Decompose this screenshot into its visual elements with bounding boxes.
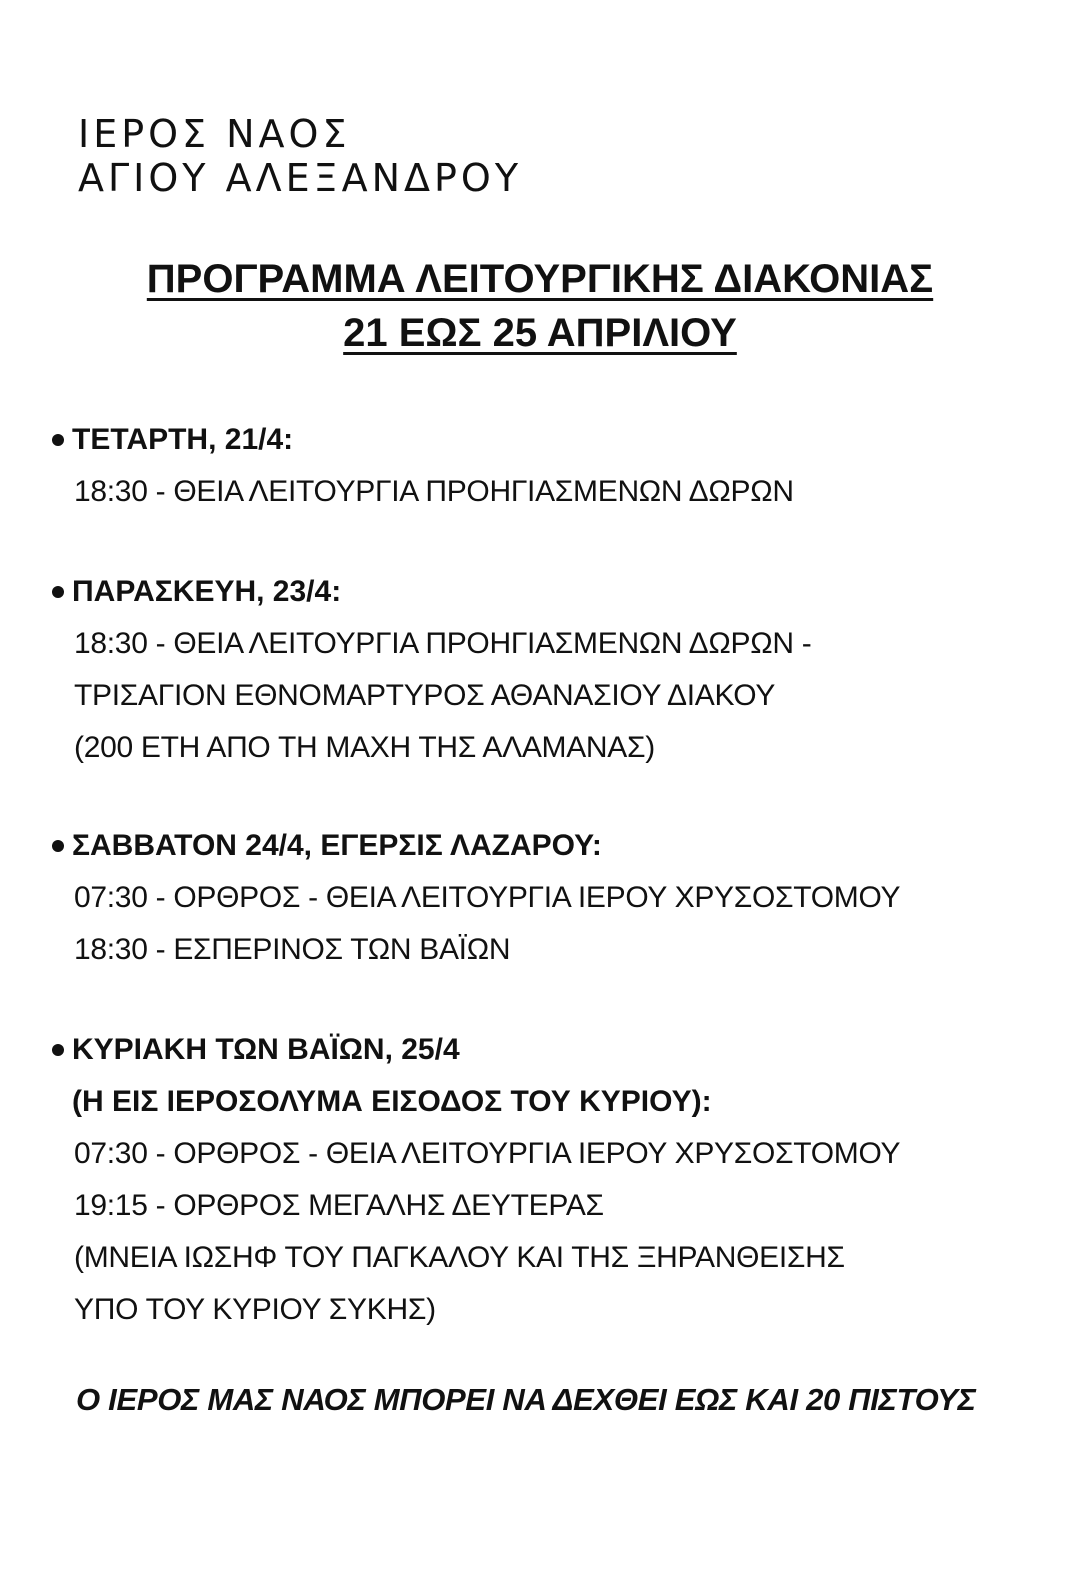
schedule-title — [0, 252, 1080, 360]
day-heading — [52, 414, 1042, 466]
service-line: ΥΠΟ ΤΟΥ ΚΥΡΙΟΥ ΣΥΚΗΣ) — [74, 1293, 436, 1326]
church-name-line-1: ΙΕΡΟΣ ΝΑΟΣ — [78, 112, 351, 156]
service-line: 19:15 - ΟΡΘΡΟΣ ΜΕΓΑΛΗΣ ΔΕΥΤΕΡΑΣ — [74, 1189, 604, 1222]
day-heading-text: ΣΑΒΒΑΤΟΝ 24/4, ΕΓΕΡΣΙΣ ΛΑΖΑΡΟΥ: — [72, 829, 602, 862]
service-line: ΤΡΙΣΑΓΙΟΝ ΕΘΝΟΜΑΡΤΥΡΟΣ ΑΘΑΝΑΣΙΟΥ ΔΙΑΚΟΥ — [74, 679, 776, 712]
day-heading-text: ΠΑΡΑΣΚΕΥΗ, 23/4: — [72, 575, 342, 608]
schedule-day-friday — [52, 566, 1042, 774]
day-heading-text: ΚΥΡΙΑΚΗ ΤΩΝ ΒΑΪΩΝ, 25/4 — [72, 1033, 460, 1066]
bullet-icon — [52, 586, 64, 598]
day-heading-subtitle: (Η ΕΙΣ ΙΕΡΟΣΟΛΥΜΑ ΕΙΣΟΔΟΣ ΤΟΥ ΚΥΡΙΟΥ): — [72, 1085, 712, 1118]
schedule-title-dates: 21 ΕΩΣ 25 ΑΠΡΙΛΙΟΥ — [343, 311, 737, 355]
day-heading — [52, 1024, 1042, 1076]
church-name — [78, 112, 522, 200]
day-heading — [52, 820, 1042, 872]
service-line: 18:30 - ΘΕΙΑ ΛΕΙΤΟΥΡΓΙΑ ΠΡΟΗΓΙΑΣΜΕΝΩΝ ΔΩΡΩΝ — [74, 475, 794, 508]
bullet-icon — [52, 840, 64, 852]
service-line: (ΜΝΕΙΑ ΙΩΣΗΦ ΤΟΥ ΠΑΓΚΑΛΟΥ ΚΑΙ ΤΗΣ ΞΗΡΑΝΘΕΙΣΗΣ — [74, 1241, 845, 1274]
service-line: 07:30 - ΟΡΘΡΟΣ - ΘΕΙΑ ΛΕΙΤΟΥΡΓΙΑ ΙΕΡΟΥ ΧΡΥΣΟΣΤΟΜΟΥ — [74, 1137, 901, 1170]
service-line: 18:30 - ΕΣΠΕΡΙΝΟΣ ΤΩΝ ΒΑΪΩΝ — [74, 933, 511, 966]
schedule-title-line-1: ΠΡΟΓΡΑΜΜΑ ΛΕΙΤΟΥΡΓΙΚΗΣ ΔΙΑΚΟΝΙΑΣ — [146, 257, 934, 301]
schedule-day-wednesday — [52, 414, 1042, 518]
church-name-line-2: ΑΓΙΟΥ ΑΛΕΞΑΝΔΡΟΥ — [78, 156, 523, 200]
schedule-day-saturday — [52, 820, 1042, 976]
bullet-icon — [52, 434, 64, 446]
bullet-icon — [52, 1044, 64, 1056]
service-line: (200 ΕΤΗ ΑΠΟ ΤΗ ΜΑΧΗ ΤΗΣ ΑΛΑΜΑΝΑΣ) — [74, 731, 655, 764]
capacity-notice: Ο ΙΕΡΟΣ ΜΑΣ ΝΑΟΣ ΜΠΟΡΕΙ ΝΑ ΔΕΧΘΕΙ ΕΩΣ ΚΑΙ 20 ΠΙΣΤΟΥΣ — [76, 1382, 976, 1417]
service-line: 07:30 - ΟΡΘΡΟΣ - ΘΕΙΑ ΛΕΙΤΟΥΡΓΙΑ ΙΕΡΟΥ ΧΡΥΣΟΣΤΟΜΟΥ — [74, 881, 901, 914]
day-heading — [52, 566, 1042, 618]
schedule-day-sunday — [52, 1024, 1042, 1336]
day-heading-text: ΤΕΤΑΡΤΗ, 21/4: — [72, 423, 294, 456]
service-line: 18:30 - ΘΕΙΑ ΛΕΙΤΟΥΡΓΙΑ ΠΡΟΗΓΙΑΣΜΕΝΩΝ ΔΩΡΩΝ - — [74, 627, 812, 660]
